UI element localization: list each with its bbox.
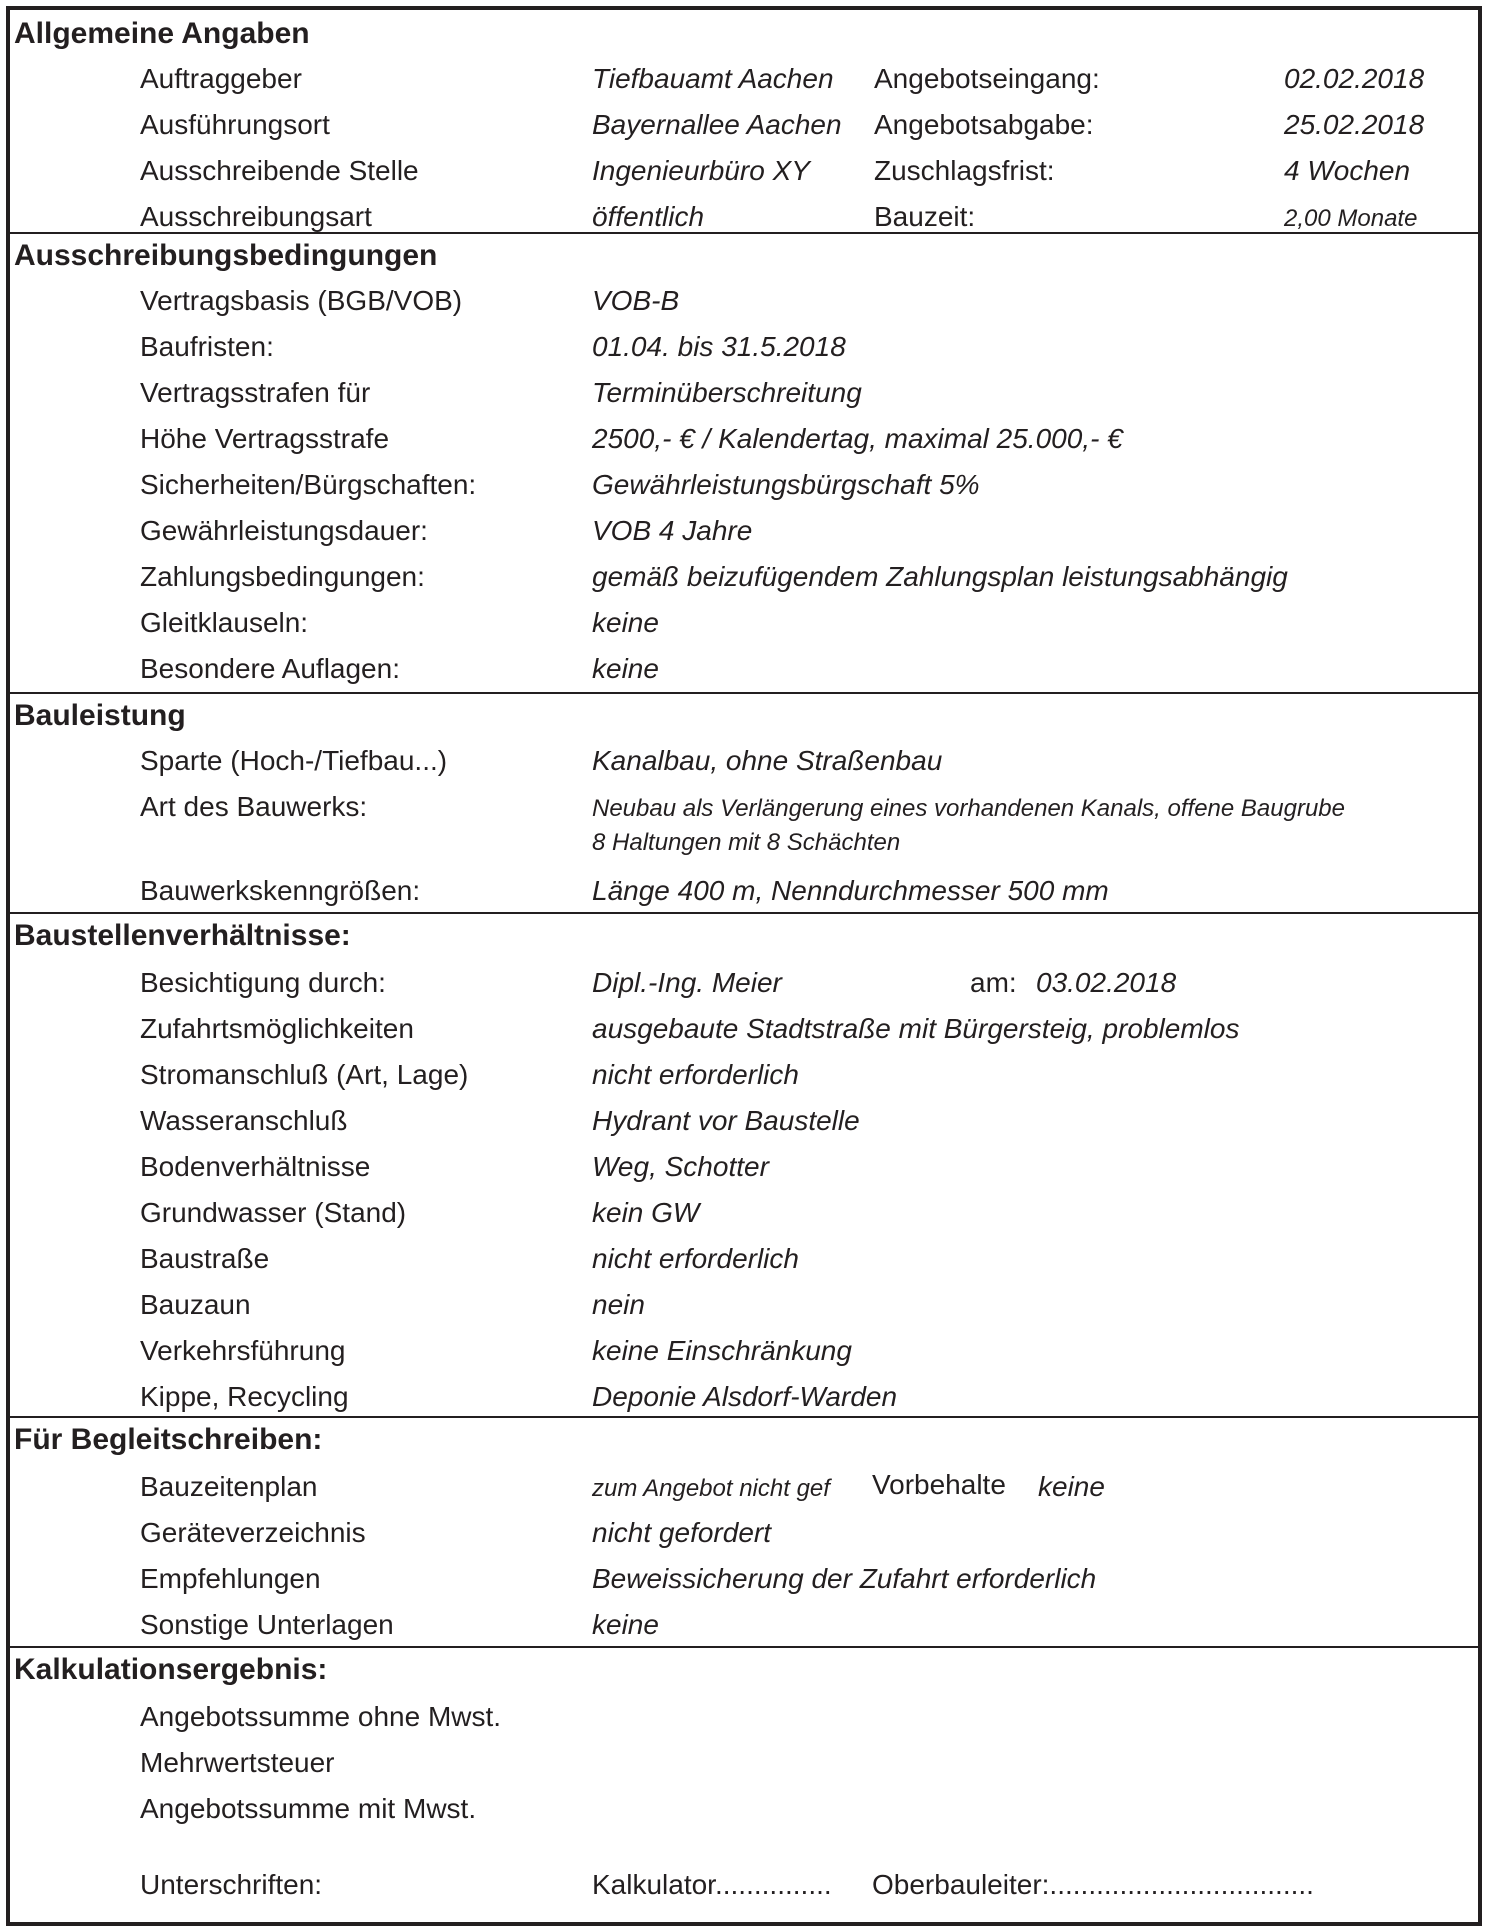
row-value: Ingenieurbüro XY: [592, 155, 810, 186]
row-value: Tiefbauamt Aachen: [592, 63, 834, 94]
row-label: Sonstige Unterlagen: [140, 1609, 394, 1640]
row-label: Baustraße: [140, 1243, 270, 1274]
row-label: Gewährleistungsdauer:: [140, 515, 428, 546]
row-label: Höhe Vertragsstrafe: [140, 423, 390, 454]
section-heading-bedingungen: Ausschreibungsbedingungen: [14, 239, 438, 272]
row-value: nicht erforderlich: [592, 1059, 799, 1090]
row-value: keine Einschränkung: [592, 1335, 852, 1366]
row-label: Zufahrtsmöglichkeiten: [140, 1013, 414, 1044]
row-label: Art des Bauwerks:: [140, 791, 368, 822]
row-label: Sparte (Hoch-/Tiefbau...): [140, 745, 448, 776]
section-divider: [10, 232, 1478, 234]
section-heading-bauleistung: Bauleistung: [14, 699, 186, 732]
section-divider: [10, 912, 1478, 914]
section-heading-begleit: Für Begleitschreiben:: [14, 1423, 323, 1456]
am-value: 03.02.2018: [1036, 967, 1177, 998]
row-label: Bodenverhältnisse: [140, 1151, 371, 1182]
row-value-secondary: 25.02.2018: [1284, 109, 1425, 140]
form-sheet: [6, 6, 1482, 1926]
row-value: 2500,- € / Kalendertag, maximal 25.000,- €: [592, 423, 1123, 454]
row-label: Empfehlungen: [140, 1563, 321, 1594]
section-divider: [10, 1646, 1478, 1648]
row-value: Gewährleistungsbürgschaft 5%: [592, 469, 980, 500]
row-value: Neubau als Verlängerung eines vorhandenen Kanals, offene Baugrube: [592, 795, 1345, 822]
section-heading-baustelle: Baustellenverhältnisse:: [14, 919, 351, 952]
row-value: Hydrant vor Baustelle: [592, 1105, 860, 1136]
row-label: Angebotssumme ohne Mwst.: [140, 1701, 502, 1732]
row-label: Ausschreibungsart: [140, 201, 372, 232]
row-value: Länge 400 m, Nenndurchmesser 500 mm: [592, 875, 1109, 906]
row-value: Bayernallee Aachen: [592, 109, 842, 140]
row-label: Ausschreibende Stelle: [140, 155, 419, 186]
row-label: Baufristen:: [140, 331, 274, 362]
row-value: nein: [592, 1289, 645, 1320]
section-divider: [10, 692, 1478, 694]
row-label-secondary: Angebotseingang:: [874, 63, 1100, 94]
row-value: keine: [592, 1609, 659, 1640]
row-value: Kanalbau, ohne Straßenbau: [592, 745, 943, 776]
row-label: Zahlungsbedingungen:: [140, 561, 425, 592]
row-label-secondary: Bauzeit:: [874, 201, 976, 232]
row-label: Mehrwertsteuer: [140, 1747, 335, 1778]
row-value: Beweissicherung der Zufahrt erforderlich: [592, 1563, 1097, 1594]
row-value: gemäß beizufügendem Zahlungsplan leistungsabhängig: [592, 561, 1288, 592]
row-value: öffentlich: [592, 201, 705, 232]
row-value: zum Angebot nicht gef: [592, 1475, 830, 1502]
row-label: Vertragsbasis (BGB/VOB): [140, 285, 463, 316]
row-label: Geräteverzeichnis: [140, 1517, 366, 1548]
kalkulator-signature-line: Kalkulator...............: [592, 1869, 832, 1900]
row-value: keine: [592, 653, 659, 684]
row-label: Gleitklauseln:: [140, 607, 309, 638]
row-value: keine: [592, 607, 659, 638]
row-label: Bauwerkskenngrößen:: [140, 875, 421, 906]
row-label-secondary: Angebotsabgabe:: [874, 109, 1094, 140]
row-label: Ausführungsort: [140, 109, 330, 140]
row-value: VOB-B: [592, 285, 680, 316]
row-value-line2: 8 Haltungen mit 8 Schächten: [592, 829, 901, 856]
row-label: Wasseranschluß: [140, 1105, 348, 1136]
row-value-secondary: 4 Wochen: [1284, 155, 1411, 186]
am-label: am:: [970, 967, 1017, 998]
section-divider: [10, 1416, 1478, 1418]
vorbehalte-label: Vorbehalte: [872, 1469, 1006, 1500]
section-heading-allgemeine: Allgemeine Angaben: [14, 17, 310, 50]
row-value: ausgebaute Stadtstraße mit Bürgersteig, problemlos: [592, 1013, 1240, 1044]
row-label: Besondere Auflagen:: [140, 653, 400, 684]
row-value-secondary: 2,00 Monate: [1284, 205, 1418, 232]
oberbauleiter-signature-line: Oberbauleiter:..................................: [872, 1869, 1314, 1900]
row-label: Bauzeitenplan: [140, 1471, 318, 1502]
row-value: 01.04. bis 31.5.2018: [592, 331, 846, 362]
row-value: Terminüberschreitung: [592, 377, 862, 408]
row-label: Vertragsstrafen für: [140, 377, 371, 408]
row-value: VOB 4 Jahre: [592, 515, 753, 546]
row-value-secondary: 02.02.2018: [1284, 63, 1425, 94]
row-label: Sicherheiten/Bürgschaften:: [140, 469, 477, 500]
row-value: Dipl.-Ing. Meier: [592, 967, 782, 998]
row-label: Stromanschluß (Art, Lage): [140, 1059, 469, 1090]
vorbehalte-value: keine: [1038, 1471, 1105, 1502]
row-value: nicht gefordert: [592, 1517, 771, 1548]
row-value: nicht erforderlich: [592, 1243, 799, 1274]
row-value: kein GW: [592, 1197, 700, 1228]
row-label-secondary: Zuschlagsfrist:: [874, 155, 1055, 186]
row-value: Deponie Alsdorf-Warden: [592, 1381, 898, 1412]
row-label: Bauzaun: [140, 1289, 251, 1320]
row-value: Weg, Schotter: [592, 1151, 769, 1182]
row-label: Auftraggeber: [140, 63, 302, 94]
row-label: Besichtigung durch:: [140, 967, 386, 998]
row-label: Verkehrsführung: [140, 1335, 346, 1366]
signatures-label: Unterschriften:: [140, 1869, 323, 1900]
row-label: Kippe, Recycling: [140, 1381, 349, 1412]
section-heading-kalkulation: Kalkulationsergebnis:: [14, 1653, 328, 1686]
row-label: Angebotssumme mit Mwst.: [140, 1793, 477, 1824]
row-label: Grundwasser (Stand): [140, 1197, 407, 1228]
